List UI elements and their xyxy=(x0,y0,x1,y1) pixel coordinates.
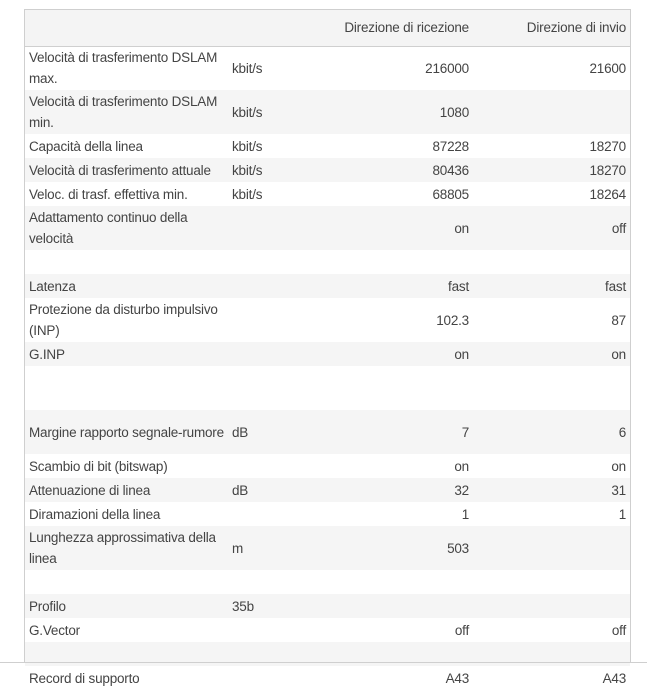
table-row xyxy=(25,158,630,182)
row-unit xyxy=(230,454,295,478)
row-receive-value: 503 xyxy=(447,540,469,556)
header-unit xyxy=(230,10,295,46)
row-unit xyxy=(230,502,295,526)
row-unit: kbit/s xyxy=(232,162,263,178)
table-row xyxy=(25,526,630,570)
row-send-value: 18270 xyxy=(589,138,626,154)
table-row-spacer xyxy=(25,366,630,410)
row-receive-value: 1 xyxy=(461,506,469,522)
row-send-value: 6 xyxy=(618,424,626,440)
row-label: G.INP xyxy=(29,346,65,362)
row-send-value: 18270 xyxy=(589,162,626,178)
row-send-value: 18264 xyxy=(589,186,626,202)
row-label xyxy=(25,250,230,274)
row-label: Profilo xyxy=(29,598,66,614)
row-unit: kbit/s xyxy=(232,138,263,154)
row-receive-value: 80436 xyxy=(432,162,469,178)
row-send-value xyxy=(473,250,630,274)
row-send-value xyxy=(473,594,630,618)
row-unit xyxy=(230,250,295,274)
row-label: Protezione da disturbo impulsivo (INP) xyxy=(29,302,218,338)
table-row xyxy=(25,298,630,342)
row-send-value: 87 xyxy=(611,312,626,328)
table-row xyxy=(25,46,630,90)
row-send-value: off xyxy=(611,220,626,236)
row-label: Velocità di trasferimento attuale xyxy=(29,162,211,178)
row-receive-value xyxy=(295,594,473,618)
table-row xyxy=(25,206,630,250)
table-row xyxy=(25,274,630,298)
row-send-value: fast xyxy=(605,278,626,294)
row-unit xyxy=(230,366,295,410)
table-row-spacer xyxy=(25,570,630,594)
row-receive-value: 7 xyxy=(461,424,469,440)
row-unit: kbit/s xyxy=(232,104,263,120)
row-label: Latenza xyxy=(29,278,76,294)
table-row-spacer xyxy=(25,250,630,274)
row-send-value xyxy=(473,366,630,410)
header-receive-direction: Direzione di ricezione xyxy=(295,10,473,46)
table-row xyxy=(25,342,630,366)
row-label: Scambio di bit (bitswap) xyxy=(29,458,168,474)
row-receive-value xyxy=(295,570,473,594)
row-receive-value: 87228 xyxy=(432,138,469,154)
bottom-divider xyxy=(0,662,647,663)
row-unit: kbit/s xyxy=(232,186,263,202)
row-label: Veloc. di trasf. effettiva min. xyxy=(29,186,188,202)
row-send-value: A43 xyxy=(602,670,626,686)
row-label: Velocità di trasferimento DSLAM max. xyxy=(29,50,218,87)
row-send-value xyxy=(473,570,630,594)
row-send-value: 21600 xyxy=(589,60,626,76)
row-label: Record di supporto xyxy=(29,670,140,686)
row-label: Margine rapporto segnale-rumore xyxy=(29,424,224,440)
row-unit: kbit/s xyxy=(232,60,263,76)
row-receive-value: 1080 xyxy=(439,104,469,120)
table-header-row xyxy=(25,10,630,46)
row-unit xyxy=(230,618,295,642)
row-label xyxy=(25,570,230,594)
row-unit xyxy=(230,342,295,366)
row-unit xyxy=(230,274,295,298)
dsl-info-table xyxy=(25,10,630,690)
row-label: Adattamento continuo della velocità xyxy=(29,210,188,246)
row-unit: dB xyxy=(232,482,249,498)
row-receive-value: on xyxy=(454,458,469,474)
row-receive-value: on xyxy=(454,220,469,236)
table-row xyxy=(25,618,630,642)
row-send-value xyxy=(473,526,630,570)
row-unit xyxy=(230,298,295,342)
row-label: Attenuazione di linea xyxy=(29,482,151,498)
row-send-value xyxy=(473,90,630,134)
row-send-value: 1 xyxy=(618,506,626,522)
table-row xyxy=(25,410,630,454)
row-receive-value: fast xyxy=(448,278,469,294)
table-row xyxy=(25,594,630,618)
header-label xyxy=(25,10,230,46)
table-row xyxy=(25,134,630,158)
row-label: Capacità della linea xyxy=(29,138,143,154)
table-row xyxy=(25,454,630,478)
row-unit: m xyxy=(232,540,244,556)
row-label: Velocità di trasferimento DSLAM min. xyxy=(29,94,218,130)
table-row xyxy=(25,182,630,206)
row-label: Diramazioni della linea xyxy=(29,506,161,522)
row-send-value: on xyxy=(611,346,626,362)
row-label: Lunghezza approssimativa della linea xyxy=(29,530,216,566)
table-row xyxy=(25,90,630,134)
row-unit xyxy=(230,570,295,594)
row-label xyxy=(25,366,230,410)
row-receive-value xyxy=(295,366,473,410)
row-unit: 35b xyxy=(232,598,254,614)
row-receive-value: 102.3 xyxy=(436,312,469,328)
row-receive-value: 32 xyxy=(454,482,469,498)
row-send-value: 31 xyxy=(611,482,626,498)
row-receive-value xyxy=(295,250,473,274)
table-row xyxy=(25,502,630,526)
header-send-direction: Direzione di invio xyxy=(473,10,630,46)
row-label: G.Vector xyxy=(29,622,80,638)
row-receive-value: A43 xyxy=(445,670,469,686)
table-row xyxy=(25,478,630,502)
table-row xyxy=(25,666,630,690)
row-receive-value: off xyxy=(454,622,469,638)
row-unit: dB xyxy=(232,424,249,440)
row-unit xyxy=(230,206,295,250)
row-unit xyxy=(230,666,295,690)
row-send-value: on xyxy=(611,458,626,474)
row-receive-value: 216000 xyxy=(425,60,469,76)
row-receive-value: 68805 xyxy=(432,186,469,202)
row-send-value: off xyxy=(611,622,626,638)
row-receive-value: on xyxy=(454,346,469,362)
dsl-info-table-container xyxy=(24,9,631,686)
